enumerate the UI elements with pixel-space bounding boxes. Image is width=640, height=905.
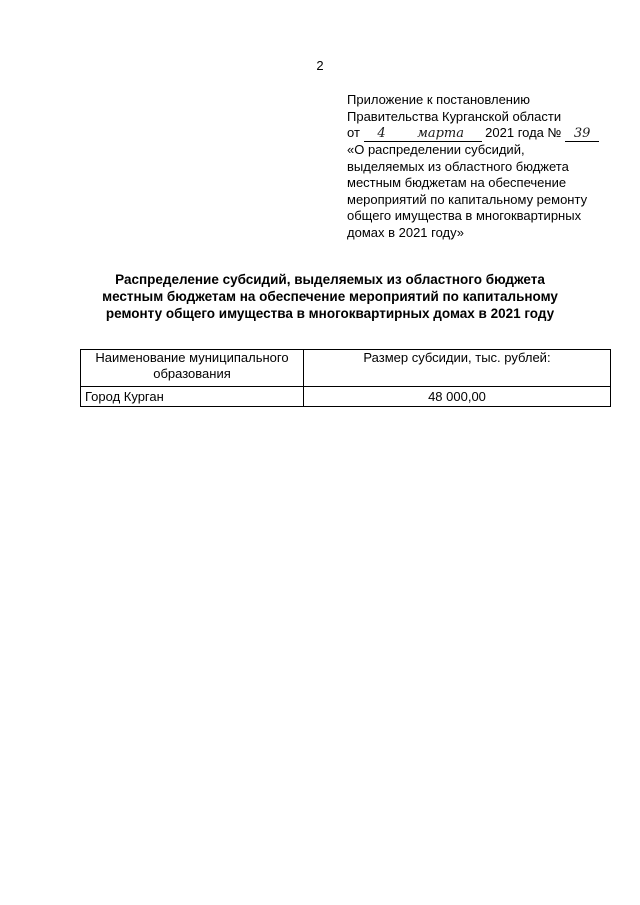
table-row [81,387,611,407]
handwritten-day: 4 [364,127,400,142]
cell-municipality: Город Курган [81,387,304,407]
appendix-title-line-2: выделяемых из областного бюджета [347,158,569,174]
handwritten-doc-number: 39 [565,127,599,142]
appendix-title-line-6: домах в 2021 году» [347,224,465,240]
document-heading [80,271,580,322]
date-year-text: 2021 года № [485,125,562,140]
appendix-title-line-5: общего имущества в многоквартирных [347,208,582,223]
appendix-date-line [347,125,617,142]
heading-line-3: ремонту общего имущества в многоквартирных домах в 2021 году [105,306,555,321]
appendix-line-1: Приложение к постановлению [347,92,530,107]
appendix-block [347,92,617,241]
date-prefix: от [347,125,360,140]
appendix-title-line-3: местным бюджетам на обеспечение [347,175,567,190]
header-municipality: Наименование муниципального образования [81,350,304,387]
table-header-row [81,350,611,387]
handwritten-month: марта [400,127,482,142]
header-subsidy-amount: Размер субсидии, тыс. рублей: [304,350,611,387]
appendix-title-line-4: мероприятий по капитальному ремонту [347,191,588,207]
appendix-line-2: Правительства Курганской области [347,108,562,124]
page-number: 2 [316,58,324,73]
cell-subsidy-amount: 48 000,00 [304,387,611,407]
heading-line-2: местным бюджетам на обеспечение мероприятий по капитальному [102,289,558,304]
subsidy-table [80,349,611,407]
appendix-title-line-1: «О распределении субсидий, [347,142,525,157]
heading-line-1: Распределение субсидий, выделяемых из областного бюджета [115,272,545,287]
